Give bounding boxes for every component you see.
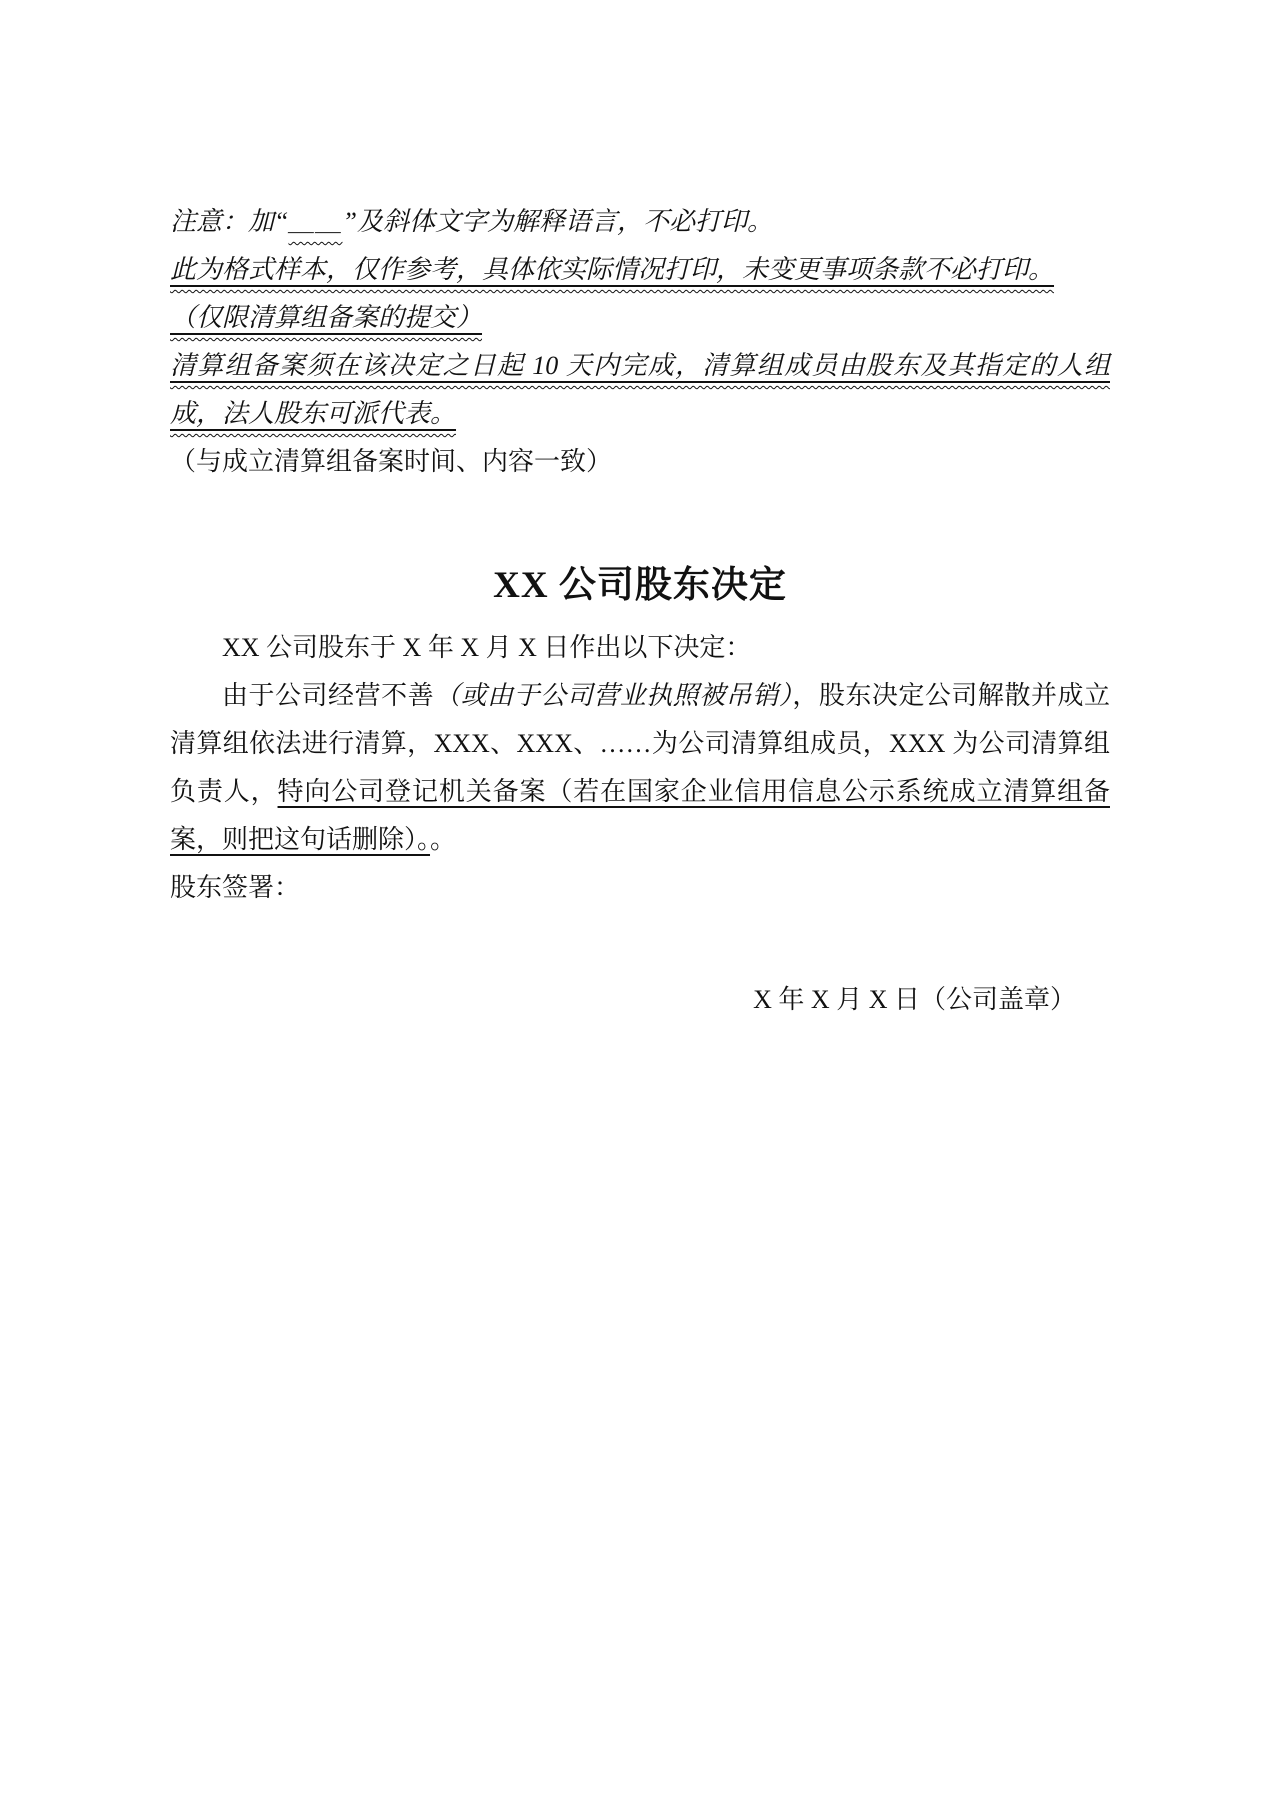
note-line-4 [170,342,1110,438]
signature-label-text: 股东签署： [170,873,301,902]
main-run-normal-1: 由于公司经营不善 [222,681,435,710]
note-line-3 [170,294,1110,342]
note4-text: 清算组备案须在该决定之日起 10 天内完成，清算组成员由股东及其指定的人组成，法人股东可派代表。 [170,351,1110,428]
note-line-1 [170,198,1110,246]
main-paragraph [170,672,1110,864]
main-run-italic: （或由于公司营业执照被吊销） [434,681,793,710]
note4-underline-wrap [170,351,1110,428]
note1-blank-underline: ＿＿ [288,207,343,236]
main-run-underlined: 特向公司登记机关备案（若在国家企业信用信息公示系统成立清算组备案，则把这句话删除）。 [170,777,1110,854]
note3-underline-wrap [170,303,482,332]
main-run-normal-3: 。 [430,825,457,854]
note3-text: （仅限清算组备案的提交） [170,303,483,332]
note-line-2 [170,246,1110,294]
document-title: XX 公司股东决定 [493,565,787,606]
note1-text-post: ”及斜体文字为解释语言，不必打印。 [342,207,773,236]
note2-text: 此为格式样本，仅作参考，具体依实际情况打印，未变更事项条款不必打印。 [170,255,1055,284]
note-line-5 [170,438,1110,486]
intro-paragraph [170,624,1110,672]
date-line [170,976,1110,1024]
note1-text-pre: 注意：加“ [170,207,289,236]
signature-label [170,864,1110,912]
date-line-text: X 年 X 月 X 日（公司盖章） [753,985,1076,1014]
note2-underline-wrap [170,255,1054,284]
main-run-normal-2: ，股东决定公司解散并成立清算组依法进行清算，XXX、XXX、……为公司清算组成员，XXX 为公司清算组负责人， [170,681,1110,806]
note5-text: （与成立清算组备案时间、内容一致） [170,447,613,476]
intro-text: XX 公司股东于 X 年 X 月 X 日作出以下决定： [222,633,752,662]
